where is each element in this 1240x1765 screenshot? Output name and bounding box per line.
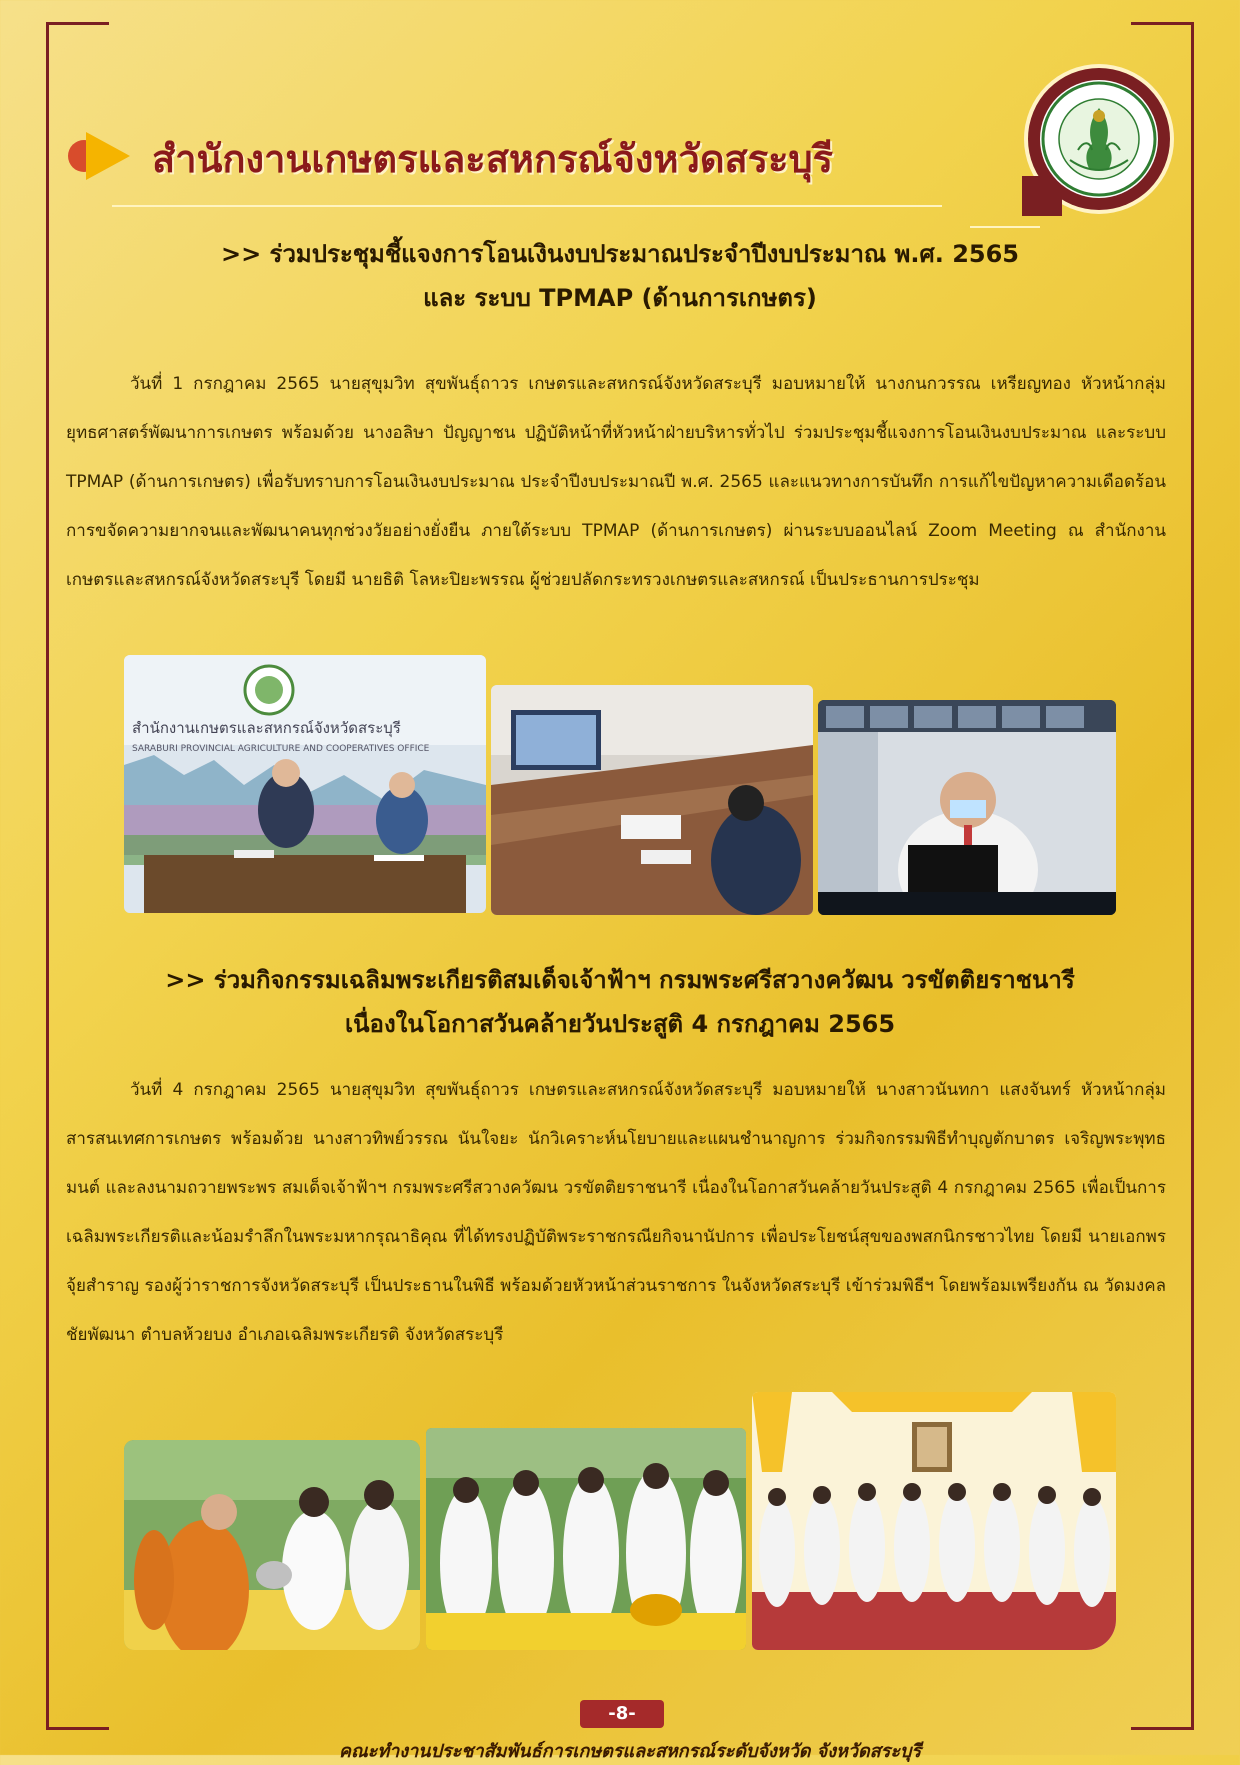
frame-corner-top-right: [1131, 22, 1194, 85]
photo-video-conference: [818, 700, 1116, 915]
sign-text-thai: สำนักงานเกษตรและสหกรณ์จังหวัดสระบุรี: [132, 719, 401, 737]
header-divider: [112, 205, 942, 207]
ministry-logo: [1028, 68, 1170, 210]
footer-credit: คณะทำงานประชาสัมพันธ์การเกษตรและสหกรณ์ระดับจังหวัด จังหวัดสระบุรี: [338, 1741, 922, 1762]
header-divider-short: [970, 226, 1040, 228]
photo-meeting-office: [124, 655, 486, 913]
section2-paragraph: วันที่ 4 กรกฎาคม 2565 นายสุขุมวิท สุขพันธุ์ถาวร เกษตรและสหกรณ์จังหวัดสระบุรี มอบหมายให้ นางสาวนันทกา แสงจันทร์ หัวหน้ากลุ่มสารสนเทศการเกษตร พร้อมด้วย นางสาวทิพย์วรรณ นันใจยะ นักวิเคราะห์นโยบายและแผนชำนาญการ ร่วมกิจกรรมพิธีทำบุญตักบาตร เจริญพระพุทธมนต์ และลงนามถวายพระพร สมเด็จเจ้าฟ้าฯ กรมพระศรีสวางควัฒน วรขัตติยราชนารี เนื่องในโอกาสวันคล้ายวันประสูติ 4 กรกฎาคม 2565 เพื่อเป็นการเฉลิมพระเกียรติและน้อมรำลึกในพระมหากรุณาธิคุณ ที่ได้ทรงปฏิบัติพระราชกรณียกิจนานัปการ เพื่อประโยชน์สุขของพสกนิกรชาวไทย โดยมี นายเอกพร จุ้ยสำราญ รองผู้ว่าราชการจังหวัดสระบุรี เป็นประธานในพิธี พร้อมด้วยหัวหน้าส่วนราชการ ในจังหวัดสระบุรี เข้าร่วมพิธีฯ โดยพร้อมเพรียงกัน ณ วัดมงคลชัยพัฒนา ตำบลห้วยบง อำเภอเฉลิมพระเกียรติ จังหวัดสระบุรี: [66, 1080, 1166, 1345]
frame-corner-bottom-right: [1131, 1667, 1194, 1730]
section2-title-line1: >> ร่วมกิจกรรมเฉลิมพระเกียรติสมเด็จเจ้าฟ้าฯ กรมพระศรีสวางควัฒน วรขัตติยราชนารี: [165, 966, 1075, 994]
header-arrow-icon: [86, 132, 130, 180]
photo-zoom-meeting-room: [491, 685, 813, 915]
section2-title-line2: เนื่องในโอกาสวันคล้ายวันประสูติ 4 กรกฎาคม 2565: [344, 1010, 896, 1038]
page-number-badge: -8-: [580, 1700, 664, 1728]
section1-paragraph: วันที่ 1 กรกฎาคม 2565 นายสุขุมวิท สุขพันธุ์ถาวร เกษตรและสหกรณ์จังหวัดสระบุรี มอบหมายให้ นางกนกวรรณ เหรียญทอง หัวหน้ากลุ่มยุทธศาสตร์พัฒนาการเกษตร พร้อมด้วย นางอลิษา ปัญญาชน ปฏิบัติหน้าที่หัวหน้าฝ่ายบริหารทั่วไป ร่วมประชุมชี้แจงการโอนเงินงบประมาณ และระบบ TPMAP (ด้านการเกษตร) เพื่อรับทราบการโอนเงินงบประมาณ ประจำปีงบประมาณปี พ.ศ. 2565 และแนวทางการบันทึก การแก้ไขปัญหาความเดือดร้อน การขจัดความยากจนและพัฒนาคนทุกช่วงวัยอย่างยั่งยืน ภายใต้ระบบ TPMAP (ด้านการเกษตร) ผ่านระบบออนไลน์ Zoom Meeting ณ สำนักงานเกษตรและสหกรณ์จังหวัดสระบุรี โดยมี นายธิติ โลหะปิยะพรรณ ผู้ช่วยปลัดกระทรวงเกษตรและสหกรณ์ เป็นประธานการประชุม: [66, 374, 1166, 590]
photo-ceremony-hall: [752, 1392, 1116, 1650]
frame-corner-bottom-left: [46, 1667, 109, 1730]
photo-officials-group: [426, 1428, 746, 1650]
ministry-seal-icon: [1040, 80, 1158, 198]
photo-alms-giving: [124, 1440, 420, 1650]
section1-title-line2: และ ระบบ TPMAP (ด้านการเกษตร): [423, 284, 817, 312]
page-title: สำนักงานเกษตรและสหกรณ์จังหวัดสระบุรี: [152, 137, 834, 181]
frame-corner-top-left: [46, 22, 109, 85]
sign-text-english: SARABURI PROVINCIAL AGRICULTURE AND COOPERATIVES OFFICE: [132, 744, 430, 754]
section1-title-line1: >> ร่วมประชุมชี้แจงการโอนเงินงบประมาณประจำปีงบประมาณ พ.ศ. 2565: [220, 240, 1019, 268]
